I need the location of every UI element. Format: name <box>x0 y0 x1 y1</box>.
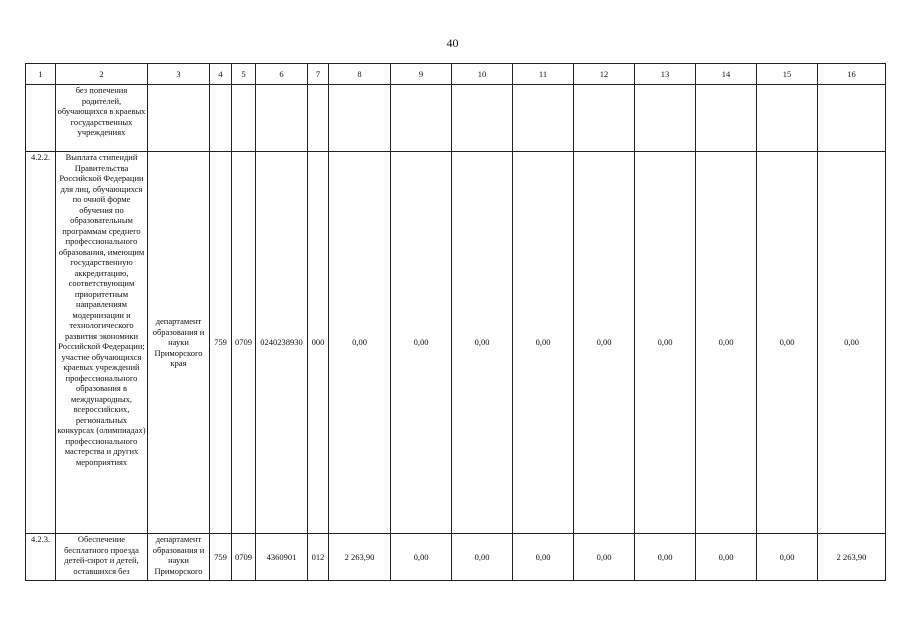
table-cell: 2 263,90 <box>818 534 886 581</box>
item-code-cell: 4.2.2. <box>26 152 56 534</box>
header-cell: 9 <box>391 64 452 85</box>
department-cell <box>148 85 210 152</box>
item-description-cell: Обеспечение бесплатного проезда детей-сирот и детей, оставшихся без <box>56 534 148 581</box>
table-cell: 0709 <box>232 152 256 534</box>
table-cell: 0,00 <box>452 534 513 581</box>
table-cell <box>308 85 329 152</box>
table-cell <box>210 85 232 152</box>
header-cell: 15 <box>757 64 818 85</box>
table-cell: 012 <box>308 534 329 581</box>
table-cell: 0,00 <box>574 534 635 581</box>
table-cell: 2 263,90 <box>329 534 391 581</box>
header-cell: 16 <box>818 64 886 85</box>
table-cell: 0,00 <box>452 152 513 534</box>
table-cell: 4360901 <box>256 534 308 581</box>
table-cell <box>391 85 452 152</box>
table-cell: 0,00 <box>635 152 696 534</box>
table-cell <box>329 85 391 152</box>
table-cell: 000 <box>308 152 329 534</box>
item-description-cell: Выплата стипендий Правительства Российской Федерации для лиц, обучающихся по очной форме обучения по образовательным программам среднего профессионального образования, имеющим государственную аккредитацию, соответствующим приоритетным направлениям модернизации и технологического развития экономики Российской Федерации; участие обучающихся краевых учреждений профессионального образования в международных, всероссийских, региональных конкурсах (олимпиадах) профессионального мастерства и других мероприятиях <box>56 152 148 534</box>
table-cell: 0709 <box>232 534 256 581</box>
header-cell: 13 <box>635 64 696 85</box>
table-cell: 0,00 <box>757 534 818 581</box>
table-row <box>26 85 886 152</box>
table-cell: 0,00 <box>818 152 886 534</box>
department-cell: департамент образования и науки Приморского края <box>148 152 210 534</box>
header-cell: 7 <box>308 64 329 85</box>
table-cell <box>757 85 818 152</box>
table-cell <box>818 85 886 152</box>
table-header-row <box>26 64 886 85</box>
header-cell: 2 <box>56 64 148 85</box>
table-cell <box>635 85 696 152</box>
header-cell: 10 <box>452 64 513 85</box>
page-number: 40 <box>446 36 459 50</box>
budget-table <box>25 63 886 581</box>
table-cell: 0,00 <box>513 152 574 534</box>
table-cell: 0,00 <box>696 534 757 581</box>
item-code-cell <box>26 85 56 152</box>
item-description-cell: без попечения родителей, обучающихся в краевых государственных учреждениях <box>56 85 148 152</box>
table-cell: 0240238930 <box>256 152 308 534</box>
table-cell: 759 <box>210 152 232 534</box>
department-cell: департамент образования и науки Приморского <box>148 534 210 581</box>
table-cell: 0,00 <box>513 534 574 581</box>
table-cell: 0,00 <box>635 534 696 581</box>
table-cell <box>232 85 256 152</box>
table-cell: 759 <box>210 534 232 581</box>
table-row <box>26 534 886 581</box>
header-cell: 4 <box>210 64 232 85</box>
header-cell: 5 <box>232 64 256 85</box>
header-cell: 8 <box>329 64 391 85</box>
header-cell: 1 <box>26 64 56 85</box>
table-cell: 0,00 <box>391 152 452 534</box>
item-code-cell: 4.2.3. <box>26 534 56 581</box>
table-cell: 0,00 <box>757 152 818 534</box>
table-cell <box>452 85 513 152</box>
table-row <box>26 152 886 534</box>
header-cell: 11 <box>513 64 574 85</box>
table-cell <box>574 85 635 152</box>
header-cell: 12 <box>574 64 635 85</box>
table-cell: 0,00 <box>574 152 635 534</box>
table-cell: 0,00 <box>391 534 452 581</box>
table-cell: 0,00 <box>329 152 391 534</box>
table-cell <box>256 85 308 152</box>
header-cell: 3 <box>148 64 210 85</box>
table-cell: 0,00 <box>696 152 757 534</box>
table-cell <box>513 85 574 152</box>
table-cell <box>696 85 757 152</box>
header-cell: 14 <box>696 64 757 85</box>
header-cell: 6 <box>256 64 308 85</box>
